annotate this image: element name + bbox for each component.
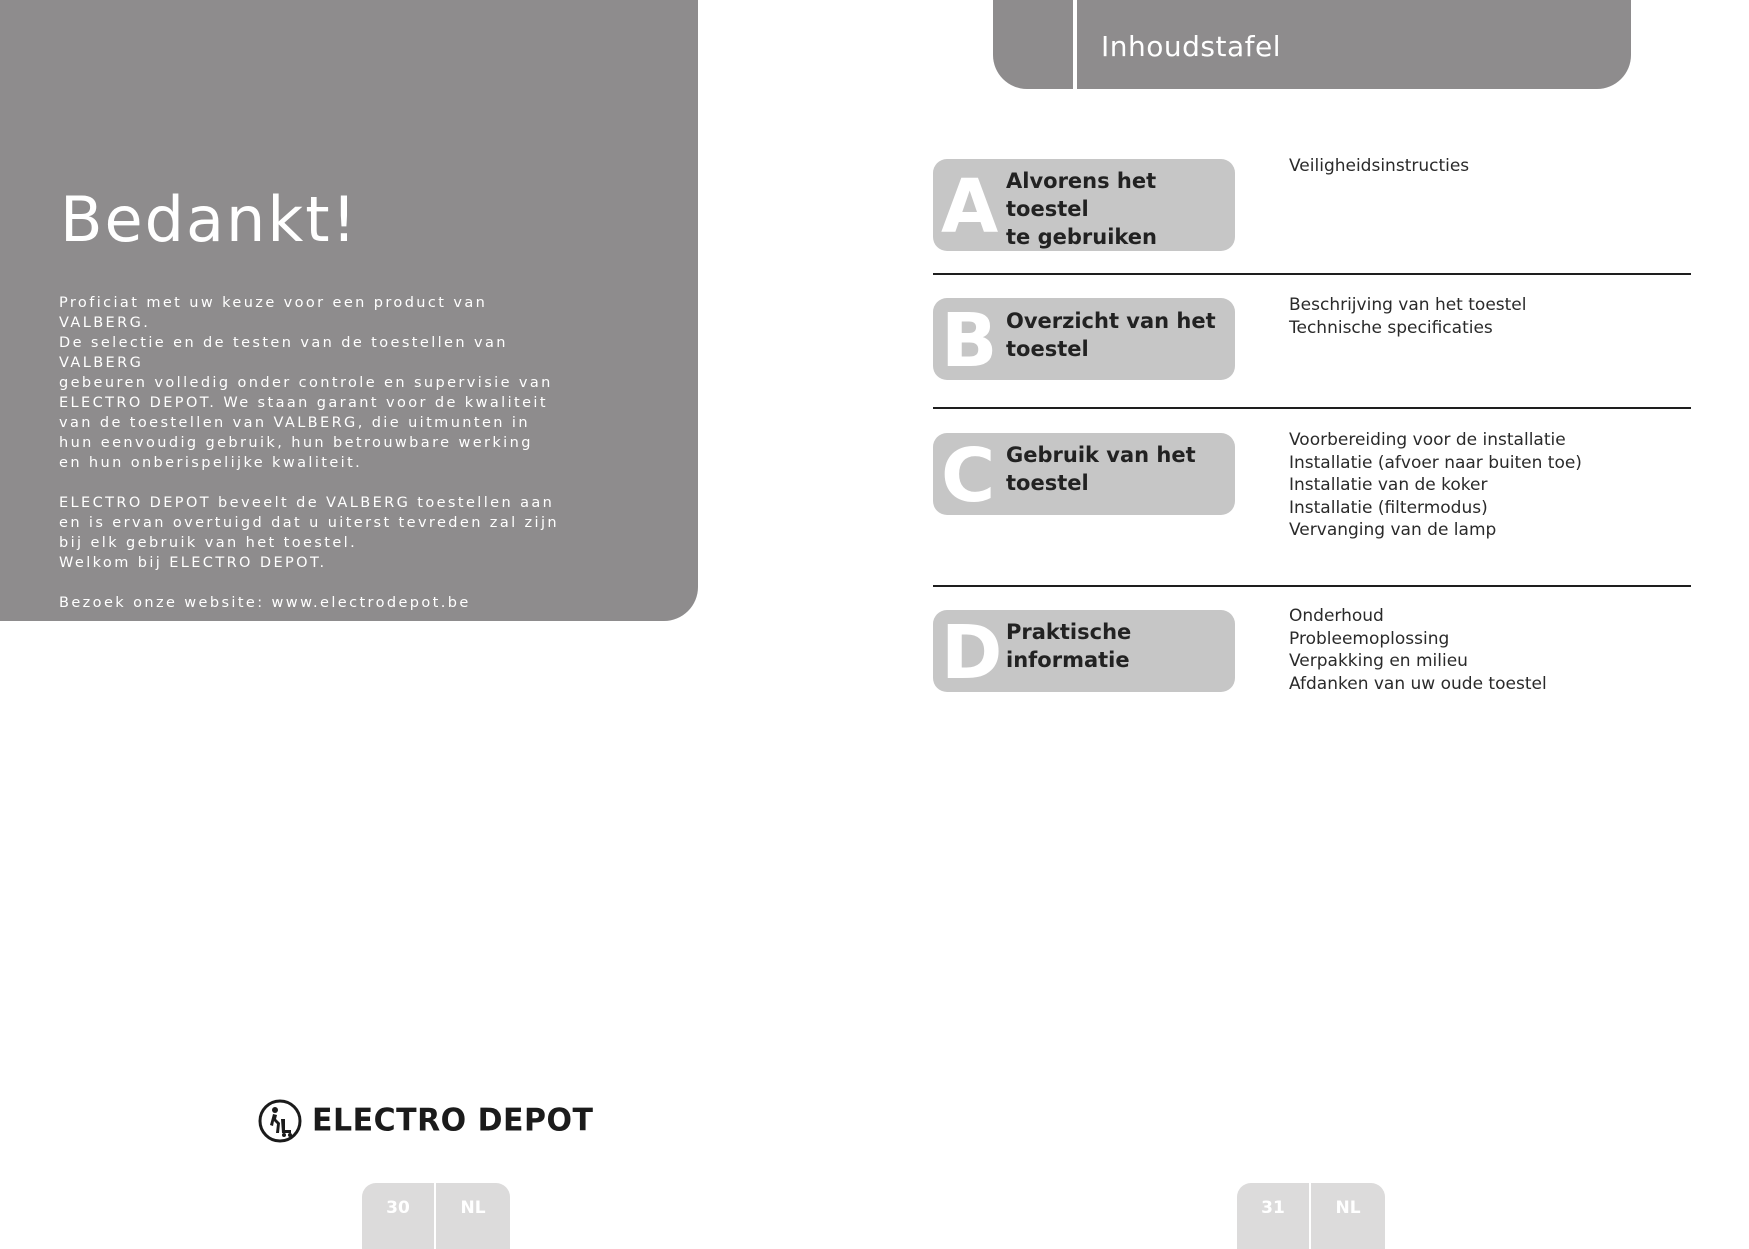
- section-label: Praktische informatie: [1006, 620, 1132, 672]
- section-label: Gebruik van het toestel: [1006, 443, 1196, 495]
- toc-header: [993, 0, 1631, 89]
- topic-item: Installatie (filtermodus): [1289, 497, 1488, 518]
- section-b-topics: [1289, 294, 1689, 339]
- section-c-topics: [1289, 429, 1689, 542]
- section-d-box: [933, 610, 1235, 696]
- section-label: Overzicht van het toestel: [1006, 309, 1216, 361]
- recommendation-paragraph: ELECTRO DEPOT beveelt de VALBERG toestellen aan en is ervan overtuigd dat u uiterst tevreden zal zijn bij elk gebruik van het toestel. Welkom bij ELECTRO DEPOT.: [59, 495, 560, 571]
- section-divider: [933, 585, 1691, 587]
- page-title: Bedankt!: [60, 183, 359, 256]
- section-divider: [933, 273, 1691, 275]
- thanks-text: [59, 293, 579, 633]
- topic-item: Onderhoud: [1289, 606, 1384, 626]
- topic-item: Voorbereiding voor de installatie: [1289, 430, 1566, 450]
- section-letter: A: [941, 164, 999, 250]
- section-b-box: [933, 298, 1235, 384]
- language-label: NL: [1335, 1198, 1361, 1218]
- section-a-box: [933, 159, 1235, 251]
- topic-item: Vervanging van de lamp: [1289, 520, 1497, 541]
- topic-item: Beschrijving van het toestel: [1289, 295, 1527, 315]
- page-number: 30: [386, 1198, 410, 1218]
- topic-item: Verpakking en milieu: [1289, 651, 1468, 672]
- topic-item: Installatie van de koker: [1289, 475, 1488, 496]
- thanks-panel: [0, 0, 698, 621]
- section-a-topics: [1289, 155, 1689, 178]
- topic-item: Veiligheidsinstructies: [1289, 156, 1470, 176]
- page-number-tab-right: [1237, 1183, 1385, 1249]
- topic-item: Technische specificaties: [1289, 317, 1493, 338]
- brand-logo: [258, 1099, 622, 1145]
- section-label: Alvorens het toestel te gebruiken: [1006, 169, 1157, 249]
- electro-depot-logo-icon: [258, 1099, 302, 1143]
- brand-name: ELECTRO DEPOT: [312, 1102, 594, 1139]
- header-divider: [1073, 0, 1077, 89]
- intro-paragraph: Proficiat met uw keuze voor een product van VALBERG. De selectie en de testen van de toestellen van VALBERG gebeuren volledig onder controle en supervisie van ELECTRO DEPOT. We staan garant voor de kwaliteit van de toestellen van VALBERG, die uitmunten in hun eenvoudig gebruik, hun betrouwbare werking en hun onberispelijke kwaliteit.: [59, 295, 553, 471]
- section-letter: B: [941, 298, 998, 384]
- section-divider: [933, 407, 1691, 409]
- page-number: 31: [1261, 1198, 1285, 1218]
- topic-item: Afdanken van uw oude toestel: [1289, 673, 1547, 694]
- section-d-topics: [1289, 605, 1689, 695]
- section-letter: D: [941, 610, 1003, 696]
- language-label: NL: [460, 1198, 486, 1218]
- section-c-box: [933, 433, 1235, 519]
- topic-item: Probleemoplossing: [1289, 628, 1450, 649]
- topic-item: Installatie (afvoer naar buiten toe): [1289, 452, 1582, 473]
- page-number-tab-left: [362, 1183, 510, 1249]
- website-paragraph: Bezoek onze website: www.electrodepot.be: [59, 595, 471, 611]
- toc-title: Inhoudstafel: [1101, 30, 1281, 63]
- section-letter: C: [941, 433, 996, 519]
